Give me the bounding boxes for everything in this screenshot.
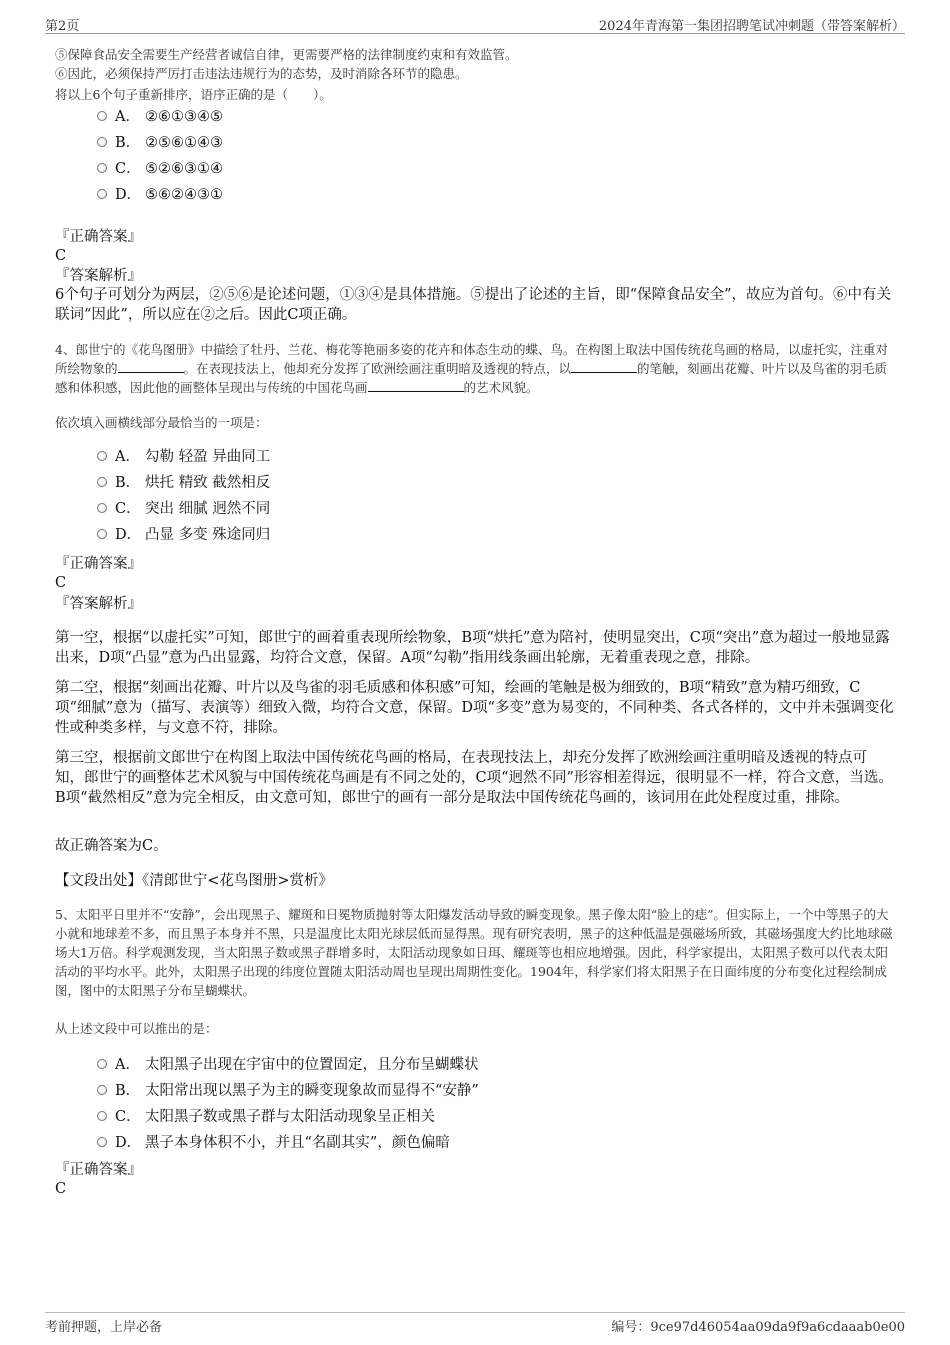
page-header [45,14,905,34]
radio-button-icon[interactable] [97,477,107,487]
radio-button-icon[interactable] [97,1085,107,1095]
radio-button-icon[interactable] [97,163,107,173]
q5-answer-label: 『正确答案』 [55,1162,142,1178]
radio-button-icon[interactable] [97,1137,107,1147]
document-title: 2024年青海第一集团招聘笔试冲刺题（带答案解析） [598,19,905,34]
radio-button-icon[interactable] [97,451,107,461]
option-text: 凸显 多变 殊途同归 [145,527,271,543]
option-text: 烘托 精致 截然相反 [145,475,271,491]
q4-analysis-paragraph-2: 第二空，根据“刻画出花瓣、叶片以及鸟雀的羽毛质感和体积感”可知，绘画的笔触是极为细致的，B项“精致”意为精巧细致，C项“细腻”意为（描写、表演等）细致入微，均符合文意，保留。D项“多变”意为易变的，不同种类、各式各样的，文中并未强调变化性或种类多样，与文意不符，排除。 [55,680,894,736]
q4-option-d[interactable] [97,524,270,546]
q4-conclusion: 故正确答案为C。 [55,838,168,854]
option-letter: B． [115,1083,141,1099]
document-code: 编号：9ce97d46054aa09da9f9a6cdaaab0e00 [611,1320,905,1335]
q5-option-c[interactable] [97,1106,435,1128]
fill-blank-3 [368,378,464,392]
q5-option-b[interactable] [97,1080,479,1102]
option-letter: C． [115,501,141,517]
radio-button-icon[interactable] [97,111,107,121]
q4-analysis-label: 『答案解析』 [55,596,142,612]
option-letter: C． [115,1109,141,1125]
q4-stem-part: 4、郎世宁的《花鸟图册》中描绘了牡丹、兰花、梅花等艳丽多姿的花卉和体态生动的蝶、鸟。在构图上取法中国传统花鸟画的格局，以虚托实，注重对所绘物象的 [55,342,888,376]
option-text: 勾勒 轻盈 异曲同工 [145,449,271,465]
option-letter: D． [115,187,142,203]
footer-slogan: 考前押题，上岸必备 [45,1320,163,1335]
q3-prompt: 将以上6个句子重新排序，语序正确的是（ ）。 [55,87,332,102]
option-letter: B． [115,475,141,491]
option-text: 黑子本身体积不小，并且“名副其实”，颜色偏暗 [145,1135,450,1151]
q4-analysis-paragraph-3: 第三空，根据前文郎世宁在构图上取法中国传统花鸟画的格局，在表现技法上，却充分发挥了欧洲绘画注重明暗及透视的特点可知，郎世宁的画整体艺术风貌与中国传统花鸟画是有不同之处的，C项“迥然不同”形容相差得远，很明显不一样，符合文意，当选。B项“截然相反”意为完全相反，由文意可知，郎世宁的画有一部分是取法中国传统花鸟画的，该词用在此处程度过重，排除。 [55,750,893,806]
q5-option-a[interactable] [97,1054,479,1076]
radio-button-icon[interactable] [97,503,107,513]
q3-option-d[interactable] [97,184,223,206]
q4-option-c[interactable] [97,498,270,520]
q4-analysis-paragraph-1: 第一空，根据“以虚托实”可知，郎世宁的画着重表现所绘物象，B项“烘托”意为陪衬，使明显突出，C项“突出”意为超过一般地显露出来，D项“凸显”意为凸出显露，均符合文意，保留。A项“勾勒”指用线条画出轮廓，无着重表现之意，排除。 [55,630,890,666]
option-letter: C． [115,161,141,177]
q3-option-c[interactable] [97,158,223,180]
option-text: 太阳常出现以黑子为主的瞬变现象故而显得不“安静” [145,1083,479,1099]
radio-button-icon[interactable] [97,1059,107,1069]
option-letter: A． [115,449,140,465]
q4-option-b[interactable] [97,472,270,494]
option-letter: D． [115,1135,142,1151]
option-text: 突出 细腻 迥然不同 [145,501,271,517]
option-text: 太阳黑子出现在宇宙中的位置固定，且分布呈蝴蝶状 [145,1057,479,1073]
radio-button-icon[interactable] [97,189,107,199]
q3-sentence-5: ⑤保障食品安全需要生产经营者诚信自律，更需要严格的法律制度约束和有效监管。 [55,47,518,62]
q4-prompt: 依次填入画横线部分最恰当的一项是： [55,415,268,430]
option-text: ②⑥①③④⑤ [145,109,223,125]
q4-stem [55,340,895,397]
option-text: ②⑤⑥①④③ [145,135,223,151]
q3-option-a[interactable] [97,106,223,128]
page-number: 第2页 [45,19,80,34]
q5-answer: C [55,1181,67,1197]
q3-answer-label: 『正确答案』 [55,229,142,245]
q5-prompt: 从上述文段中可以推出的是： [55,1021,218,1036]
radio-button-icon[interactable] [97,137,107,147]
radio-button-icon[interactable] [97,529,107,539]
q4-stem-part: 的笔触，刻画出花瓣、叶片以及鸟雀的羽毛质感和体积感，因此他的画整体呈现出与传统的中国花鸟画 [55,361,888,395]
q3-analysis: 6个句子可划分为两层，②⑤⑥是论述问题，①③④是具体措施。⑤提出了论述的主旨，即“保障食品安全”，故应为首句。⑥中有关联词“因此”，所以应在②之后。因此C项正确。 [55,287,892,323]
option-letter: D． [115,527,142,543]
q4-stem-part: 的艺术风貌。 [463,380,539,395]
q4-answer-label: 『正确答案』 [55,556,142,572]
q4-stem-part: 。在表现技法上，他却充分发挥了欧洲绘画注重明暗及透视的特点，以 [183,361,572,376]
option-text: 太阳黑子数或黑子群与太阳活动现象呈正相关 [145,1109,435,1125]
q5-option-d[interactable] [97,1132,450,1154]
option-text: ⑤⑥②④③① [145,187,223,203]
q3-sentence-6: ⑥因此，必须保持严厉打击违法违规行为的态势，及时消除各环节的隐患。 [55,66,468,81]
fill-blank-1 [118,359,184,373]
q4-source: 【文段出处】《清郎世宁<花鸟图册>赏析》 [55,873,334,889]
q3-answer: C [55,248,67,264]
q5-stem: 5、太阳平日里并不“安静”，会出现黑子、耀斑和日冕物质抛射等太阳爆发活动导致的瞬变现象。黑子像太阳“脸上的痣”。但实际上，一个中等黑子的大小就和地球差不多，而且黑子本身并不黑，只是温度比太阳光球层低而显得黑。现有研究表明，黑子的这种低温是强磁场所致，其磁场强度大约比地球磁场大1万倍。科学观测发现，当太阳黑子数或黑子群增多时，太阳活动现象如日珥、耀斑等也相应地增强。因此，科学家提出，太阳黑子数可以代表太阳活动的平均水平。此外，太阳黑子出现的纬度位置随太阳活动周也呈现出周期性变化。1904年，科学家们将太阳黑子在日面纬度的分布变化过程绘制成图，图中的太阳黑子分布呈蝴蝶状。 [55,907,893,998]
q4-option-a[interactable] [97,446,270,468]
fill-blank-2 [571,359,637,373]
q4-answer: C [55,575,67,591]
option-letter: B． [115,135,141,151]
option-letter: A． [115,1057,140,1073]
radio-button-icon[interactable] [97,1111,107,1121]
page-footer [45,1312,905,1335]
q3-analysis-label: 『答案解析』 [55,268,142,284]
q3-option-b[interactable] [97,132,223,154]
option-letter: A． [115,109,140,125]
option-text: ⑤②⑥③①④ [145,161,223,177]
